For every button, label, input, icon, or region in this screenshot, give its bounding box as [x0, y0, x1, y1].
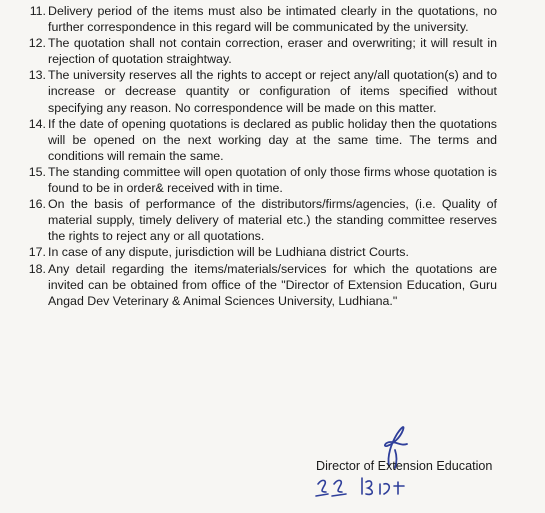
terms-list — [10, 3, 497, 309]
item-text: In case of any dispute, jurisdiction will be Ludhiana district Courts. — [48, 245, 409, 260]
list-item — [10, 67, 497, 115]
item-text: On the basis of performance of the distributors/firms/agencies, (i.e. Quality of material supply, timely delivery of material etc.) the standing committee reserves the rights to reject any or all quotations. — [48, 197, 497, 244]
item-number: 12. — [28, 36, 46, 51]
list-item — [10, 164, 497, 196]
list-item — [10, 3, 497, 35]
item-text: The quotation shall not contain correction, eraser and overwriting; it will result in rejection of quotation straightway. — [48, 36, 497, 67]
item-text: Delivery period of the items must also be intimated clearly in the quotations, no further correspondence in this regard will be communicated by the university. — [48, 4, 497, 35]
list-item — [10, 261, 497, 309]
item-number: 14. — [28, 116, 46, 131]
item-number: 17. — [28, 245, 46, 260]
signature-block — [312, 420, 532, 510]
item-text: If the date of opening quotations is declared as public holiday then the quotations will be opened on the next working day at the same time. The terms and conditions will remain the same. — [48, 116, 497, 163]
signature-title: Director of Extension Education — [316, 459, 493, 473]
list-item — [10, 35, 497, 67]
list-item — [10, 116, 497, 164]
item-number: 16. — [28, 197, 46, 212]
item-text: Any detail regarding the items/materials/services for which the quotations are invited can be obtained from office of the "Director of Extension Education, Guru Angad Dev Veterinary & Animal Sciences University, Ludhiana." — [48, 261, 497, 308]
item-text: The standing committee will open quotation of only those firms whose quotation is found to be in order& received with in time. — [48, 164, 497, 196]
list-item — [10, 196, 497, 244]
item-number: 11. — [29, 4, 46, 18]
item-number: 13. — [28, 68, 46, 83]
list-item — [10, 244, 497, 260]
item-number: 18. — [28, 261, 46, 276]
item-text: The university reserves all the rights to accept or reject any/all quotation(s) and to increase or decrease quantity or configuration of items specified without specifying any reason. No correspondence will be made on this matter. — [48, 68, 497, 115]
handwritten-date — [312, 472, 422, 506]
item-number: 15. — [28, 164, 46, 179]
